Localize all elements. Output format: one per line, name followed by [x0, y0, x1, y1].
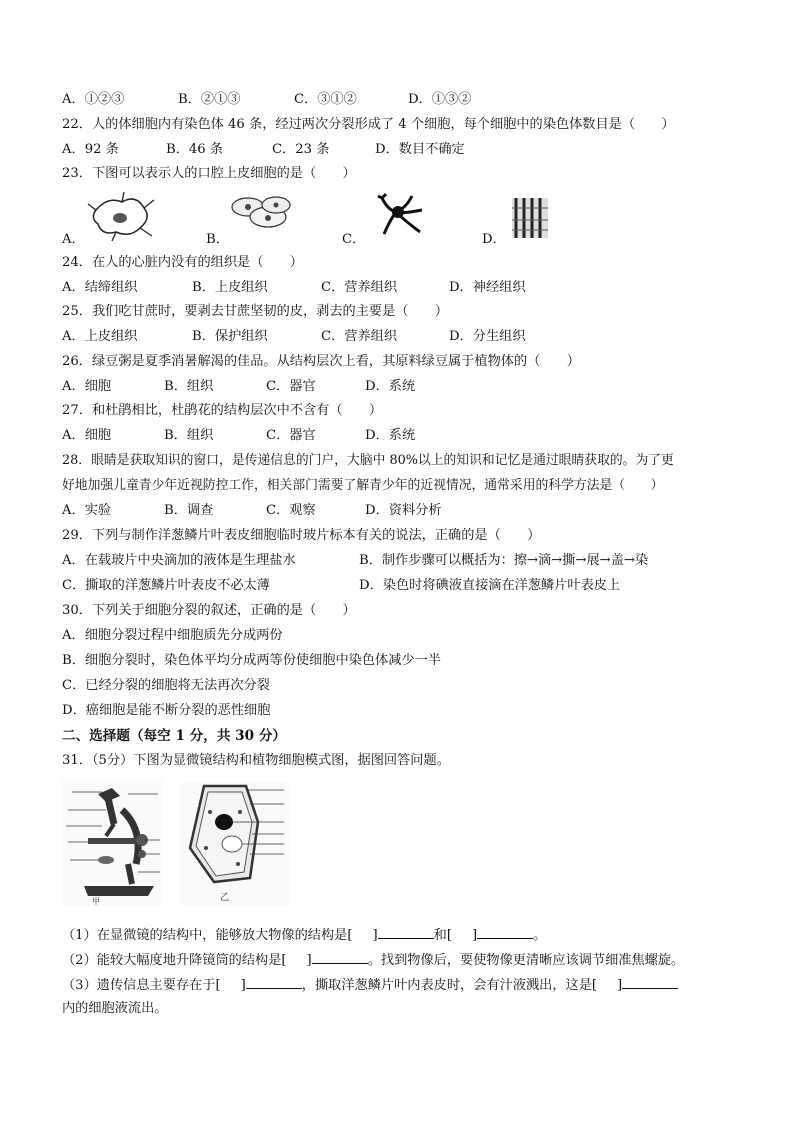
q24-option-d: D．神经组织 — [449, 280, 526, 295]
q23-option-a: A． — [62, 232, 85, 247]
q22-option-d: D．数目不确定 — [375, 142, 465, 157]
section-2-title: 二、选择题（每空 1 分，共 30 分） — [62, 728, 287, 744]
q22-option-a: A．92 条 — [62, 142, 119, 157]
q31-sub-1-bracket-gap-2[interactable] — [452, 926, 472, 939]
q30-option-d: D．癌细胞是能不断分裂的恶性细胞 — [62, 703, 271, 718]
q28-option-d: D．资料分析 — [365, 503, 442, 518]
q23-option-b: B． — [206, 232, 229, 247]
q23-stem: 23．下图可以表示人的口腔上皮细胞的是（ ） — [62, 166, 356, 181]
q31-sub-3-text-a: （3）遗传信息主要存在于[ — [62, 978, 221, 993]
q22-option-b: B．46 条 — [166, 142, 224, 157]
q24-option-a: A．结缔组织 — [62, 280, 138, 295]
q25-stem: 25．我们吃甘蔗时，要剥去甘蔗坚韧的皮，剥去的主要是（ ） — [62, 304, 449, 319]
q24-option-b: B．上皮组织 — [192, 280, 268, 295]
q30-stem: 30．下列关于细胞分裂的叙述，正确的是（ ） — [62, 603, 356, 618]
q31-sub-1-text-c: 和[ — [433, 928, 452, 943]
q28-option-c: C．观察 — [266, 503, 316, 518]
q23-image-b — [228, 193, 294, 233]
q31-sub-2-text-c: 。找到物像后，要使物像更清晰应该调节细准焦螺旋。 — [367, 953, 685, 968]
q29-stem: 29．下列与制作洋葱鳞片叶表皮细胞临时玻片标本有关的说法，正确的是（ ） — [62, 528, 541, 543]
q27-option-a: A．细胞 — [62, 428, 112, 443]
q27-option-d: D．系统 — [365, 428, 416, 443]
q25-option-b: B．保护组织 — [192, 329, 268, 344]
q27-option-b: B．组织 — [164, 428, 214, 443]
q30-option-c: C．已经分裂的细胞将无法再次分裂 — [62, 678, 270, 693]
q31-sub-3-continued: 内的细胞液流出。 — [62, 1001, 168, 1016]
q24-stem: 24．在人的心脏内没有的组织是（ ） — [62, 255, 303, 270]
q31-sub-3-text-c: ，撕取洋葱鳞片叶内表皮时，会有汁液溅出，这是[ — [301, 978, 598, 993]
q23-image-c — [376, 190, 426, 240]
q31-sub-2-text-a: （2）能较大幅度地升降镜筒的结构是[ — [62, 953, 287, 968]
q28-option-a: A．实验 — [62, 503, 112, 518]
q26-stem: 26．绿豆粥是夏季消暑解渴的佳品。从结构层次上看，其原料绿豆属于植物体的（ ） — [62, 354, 580, 369]
q29-option-d: D．染色时将碘液直接滴在洋葱鳞片叶表皮上 — [359, 578, 621, 593]
q26-option-a: A．细胞 — [62, 379, 112, 394]
q26-option-c: C．器官 — [266, 379, 316, 394]
q29-option-c: C．撕取的洋葱鳞片叶表皮不必太薄 — [62, 578, 270, 593]
q31-sub-3-bracket-gap-2[interactable] — [597, 976, 617, 989]
q30-option-b: B．细胞分裂时，染色体平均分成两等份使细胞中染色体减少一半 — [62, 653, 441, 668]
q21-option-b: B．②①③ — [178, 92, 241, 107]
q26-option-d: D．系统 — [365, 379, 416, 394]
q31-sub-1 — [62, 925, 546, 945]
plant-cell-figure — [180, 782, 290, 906]
microscope-figure — [62, 780, 162, 906]
fig-label-yi: 乙 — [220, 893, 230, 903]
q22-option-c: C．23 条 — [272, 142, 330, 157]
q31-sub-3-text-b: ] — [240, 978, 246, 993]
q31-sub-1-blank-2[interactable] — [477, 925, 533, 939]
q31-sub-1-text-e: 。 — [533, 928, 547, 943]
q31-sub-3 — [62, 975, 678, 995]
q23-option-d: D． — [482, 232, 506, 247]
q31-sub-1-text-a: （1）在显微镜的结构中，能够放大物像的结构是[ — [62, 928, 353, 943]
q31-sub-1-text-d: ] — [471, 928, 478, 943]
q23-image-d — [510, 196, 550, 240]
q28-option-b: B．调查 — [164, 503, 214, 518]
q29-option-b: B．制作步骤可以概括为：擦→滴→撕→展→盖→染 — [359, 553, 649, 568]
q31-sub-1-bracket-gap-1[interactable] — [352, 926, 372, 939]
q22-stem: 22．人的体细胞内有染色体 46 条，经过两次分裂形成了 4 个细胞，每个细胞中的染色体数目是（ ） — [62, 117, 675, 132]
q31-stem: 31．（5分）下图为显微镜结构和植物细胞模式图，据图回答问题。 — [62, 753, 450, 768]
q30-option-a: A．细胞分裂过程中细胞质先分成两份 — [62, 628, 283, 643]
q23-option-c: C． — [342, 232, 366, 247]
q31-sub-3-blank-2[interactable] — [622, 975, 678, 989]
q21-option-a: A．①②③ — [62, 92, 125, 107]
q21-option-c: C．③①② — [294, 92, 357, 107]
q28-stem-line-2: 好地加强儿童青少年近视防控工作，相关部门需要了解青少年的近视情况，通常采用的科学方法是（ ） — [62, 478, 664, 493]
q31-sub-2-blank[interactable] — [312, 950, 368, 964]
q31-sub-3-text-d: ] — [617, 978, 623, 993]
q31-sub-2-bracket-gap[interactable] — [287, 951, 307, 964]
q31-sub-1-text-b: ] — [372, 928, 378, 943]
q21-option-d: D．①③② — [408, 92, 472, 107]
q25-option-a: A．上皮组织 — [62, 329, 138, 344]
q31-sub-3-bracket-gap-1[interactable] — [221, 976, 241, 989]
q27-option-c: C．器官 — [266, 428, 316, 443]
q25-option-c: C．营养组织 — [321, 329, 398, 344]
q23-image-a — [86, 190, 156, 242]
q25-option-d: D．分生组织 — [449, 329, 526, 344]
q31-sub-2 — [62, 950, 684, 970]
q24-option-c: C．营养组织 — [321, 280, 398, 295]
q31-sub-2-text-b: ] — [306, 953, 312, 968]
q29-option-a: A．在载玻片中央滴加的液体是生理盐水 — [62, 553, 296, 568]
q31-sub-3-blank-1[interactable] — [246, 975, 302, 989]
q27-stem: 27．和杜鹃相比，杜鹃花的结构层次中不含有（ ） — [62, 403, 383, 418]
q31-sub-1-blank-1[interactable] — [378, 925, 434, 939]
q26-option-b: B．组织 — [164, 379, 214, 394]
q28-stem-line-1: 28．眼睛是获取知识的窗口，是传递信息的门户，大脑中 80%以上的知识和记忆是通过眼睛获取的。为了更 — [62, 453, 674, 468]
fig-label-jia: 甲 — [92, 897, 100, 906]
